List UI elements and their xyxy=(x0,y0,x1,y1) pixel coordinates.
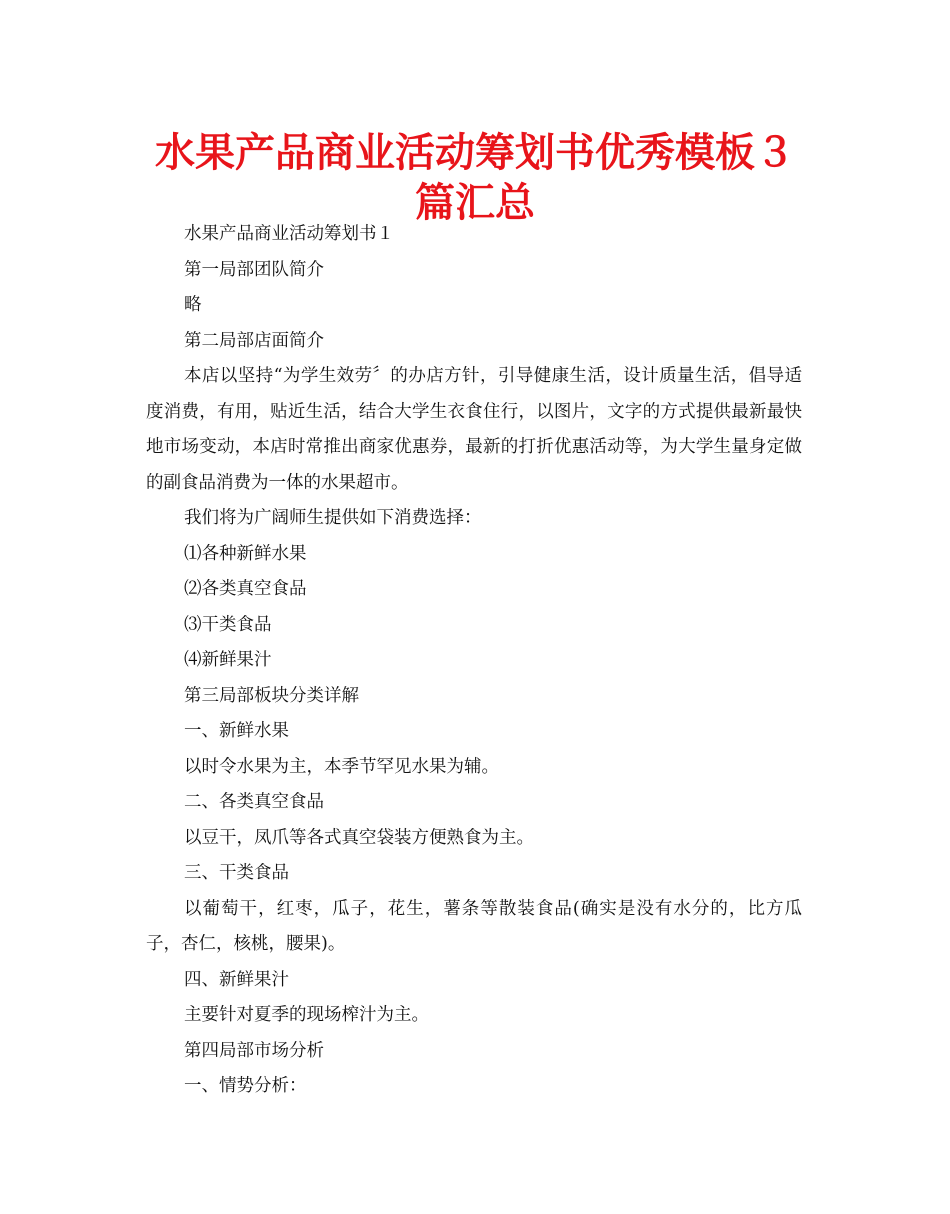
subheading: 一、新鲜水果 xyxy=(184,721,289,741)
list-item: ⑵各类真空食品 xyxy=(184,579,307,599)
list-item: ⑴各种新鲜水果 xyxy=(184,543,307,564)
list-item: ⑶干类食品 xyxy=(184,614,272,635)
subheading: 四、新鲜果汁 xyxy=(184,969,289,990)
paragraph: 我们将为广阔师生提供如下消费选择： xyxy=(184,508,482,528)
paragraph: 主要针对夏季的现场榨汁为主。 xyxy=(184,1005,429,1025)
paragraph: 以豆干，凤爪等各式真空袋装方便熟食为主。 xyxy=(184,827,534,848)
document-body xyxy=(146,217,802,1105)
subheading: 一、情势分析： xyxy=(184,1076,307,1096)
paragraph-section-1: 第一局部团队简介 xyxy=(184,259,324,280)
paragraph-section-3: 第三局部板块分类详解 xyxy=(184,685,359,706)
paragraph-plan-heading: 水果产品商业活动筹划书１ xyxy=(184,224,394,244)
paragraph: 以时令水果为主，本季节罕见水果为辅。 xyxy=(184,756,499,777)
subheading: 三、干类食品 xyxy=(184,863,289,883)
subheading: 二、各类真空食品 xyxy=(184,792,324,812)
paragraph-section-2: 第二局部店面简介 xyxy=(184,330,324,351)
paragraph: 以葡萄干，红枣，瓜子，花生，薯条等散装食品(确实是没有水分的，比方瓜子，杏仁，核桃，腰果)。 xyxy=(146,898,802,954)
page-title: 水果产品商业活动筹划书优秀模板３篇汇总 xyxy=(155,130,795,226)
paragraph-section-4: 第四局部市场分析 xyxy=(184,1040,324,1061)
paragraph: 略 xyxy=(184,295,202,315)
paragraph: 本店以坚持“为学生效劳〞的办店方针，引导健康生活，设计质量生活，倡导适度消费，有用，贴近生活，结合大学生衣食住行，以图片，文字的方式提供最新最快地市场变动，本店时常推出商家优惠券，最新的打折优惠活动等，为大学生量身定做的副食品消费为一体的水果超市。 xyxy=(146,366,802,493)
list-item: ⑷新鲜果汁 xyxy=(184,650,272,670)
